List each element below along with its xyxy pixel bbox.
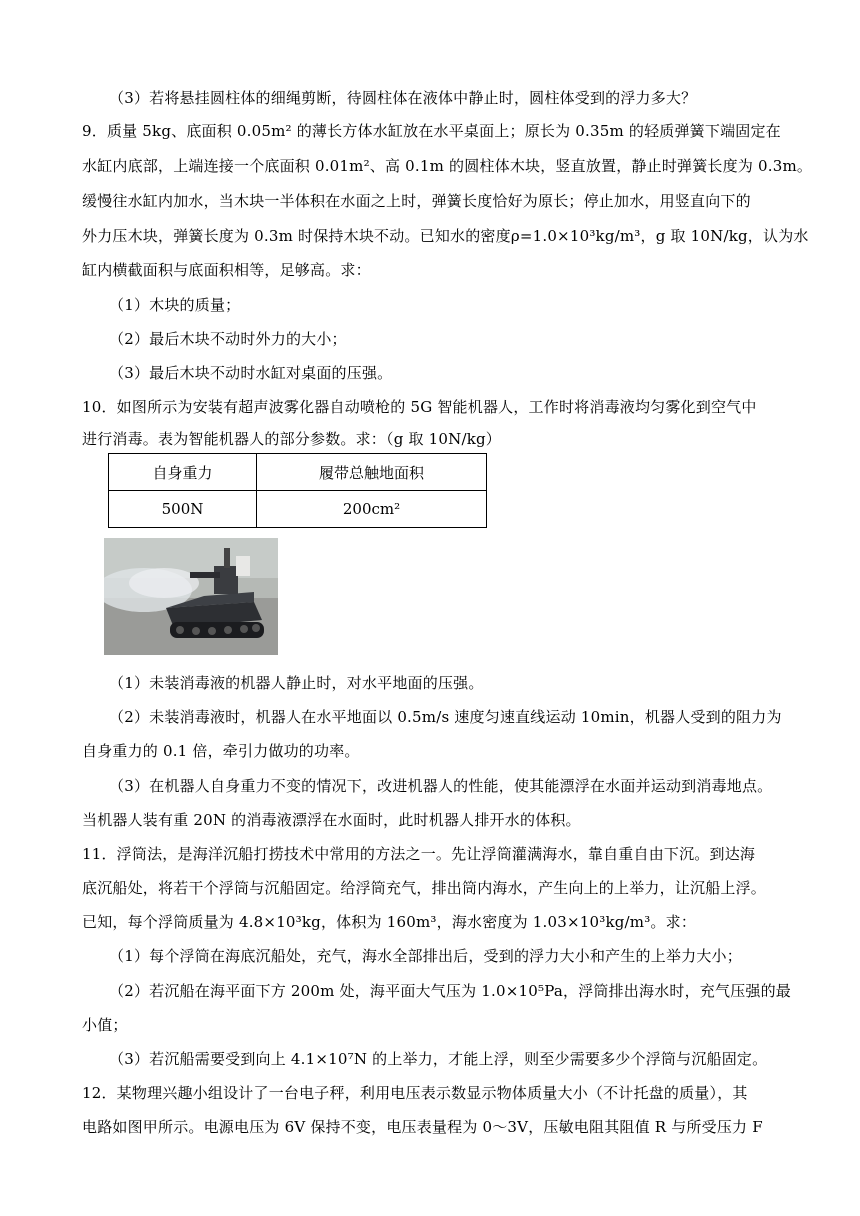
header-weight: 自身重力 bbox=[109, 454, 257, 491]
q11-stem-line3: 已知，每个浮筒质量为 4.8×10³kg，体积为 160m³，海水密度为 1.03×10³kg/m³。求： bbox=[82, 913, 697, 931]
q9-stem-line3: 缓慢往水缸内加水，当木块一半体积在水面之上时，弹簧长度恰好为原长；停止加水，用竖直向下的 bbox=[82, 192, 751, 210]
q9-part2: （2）最后木块不动时外力的大小； bbox=[109, 330, 347, 348]
header-contact-area: 履带总触地面积 bbox=[257, 454, 487, 491]
q9-part3: （3）最后木块不动时水缸对桌面的压强。 bbox=[109, 364, 393, 382]
q10-stem-line1: 10．如图所示为安装有超声波雾化器自动喷枪的 5G 智能机器人，工作时将消毒液均匀雾化到空气中 bbox=[82, 398, 757, 416]
q11-part3: （3）若沉船需要受到向上 4.1×10⁷N 的上举力，才能上浮，则至少需要多少个浮筒与沉船固定。 bbox=[109, 1050, 768, 1068]
q11-part2-line2: 小值； bbox=[82, 1016, 128, 1034]
q10-part2-line1: （2）未装消毒液时，机器人在水平地面以 0.5m/s 速度匀速直线运动 10min，机器人受到的阻力为 bbox=[109, 708, 782, 726]
q11-part1: （1）每个浮筒在海底沉船处，充气，海水全部排出后，受到的浮力大小和产生的上举力大小； bbox=[109, 947, 742, 965]
q11-part2-line1: （2）若沉船在海平面下方 200m 处，海平面大气压为 1.0×10⁵Pa，浮筒排出海水时，充气压强的最 bbox=[109, 982, 791, 1000]
q9-stem-line4: 外力压木块，弹簧长度为 0.3m 时保持木块不动。已知水的密度ρ=1.0×10³kg/m³，g 取 10N/kg，认为水 bbox=[82, 227, 809, 245]
robot-illustration bbox=[104, 538, 278, 655]
q10-part3-line2: 当机器人装有重 20N 的消毒液漂浮在水面时，此时机器人排开水的体积。 bbox=[82, 811, 581, 829]
robot-photo bbox=[104, 538, 278, 655]
q10-part3-line1: （3）在机器人自身重力不变的情况下，改进机器人的性能，使其能漂浮在水面并运动到消毒地点。 bbox=[109, 777, 773, 795]
q10-part2-line2: 自身重力的 0.1 倍，牵引力做功的功率。 bbox=[82, 742, 360, 760]
q12-stem-line2: 电路如图甲所示。电源电压为 6V 保持不变，电压表量程为 0～3V，压敏电阻其阻值 R 与所受压力 F bbox=[82, 1118, 763, 1136]
q11-stem-line2: 底沉船处，将若干个浮筒与沉船固定。给浮筒充气，排出筒内海水，产生向上的上举力，让沉船上浮。 bbox=[82, 879, 767, 897]
q8-part3: （3）若将悬挂圆柱体的细绳剪断，待圆柱体在液体中静止时，圆柱体受到的浮力多大？ bbox=[109, 89, 697, 107]
table-row bbox=[109, 491, 487, 528]
robot-params-table bbox=[108, 453, 487, 528]
q10-part1: （1）未装消毒液的机器人静止时，对水平地面的压强。 bbox=[109, 674, 484, 692]
table-row bbox=[109, 454, 487, 491]
q11-stem-line1: 11．浮筒法，是海洋沉船打捞技术中常用的方法之一。先让浮筒灌满海水，靠自重自由下沉。到达海 bbox=[82, 845, 756, 863]
q9-stem-line1: 9．质量 5kg、底面积 0.05m² 的薄长方体水缸放在水平桌面上；原长为 0.35m 的轻质弹簧下端固定在 bbox=[82, 122, 781, 140]
value-contact-area: 200cm² bbox=[257, 491, 487, 528]
q10-stem-line2: 进行消毒。表为智能机器人的部分参数。求：（g 取 10N/kg） bbox=[82, 430, 501, 448]
q9-part1: （1）木块的质量； bbox=[109, 296, 241, 314]
q9-stem-line5: 缸内横截面积与底面积相等，足够高。求： bbox=[82, 261, 371, 279]
q12-stem-line1: 12．某物理兴趣小组设计了一台电子秤，利用电压表示数显示物体质量大小（不计托盘的质量），其 bbox=[82, 1084, 748, 1102]
value-weight: 500N bbox=[109, 491, 257, 528]
q9-stem-line2: 水缸内底部，上端连接一个底面积 0.01m²、高 0.1m 的圆柱体木块，竖直放置，静止时弹簧长度为 0.3m。 bbox=[82, 157, 813, 175]
